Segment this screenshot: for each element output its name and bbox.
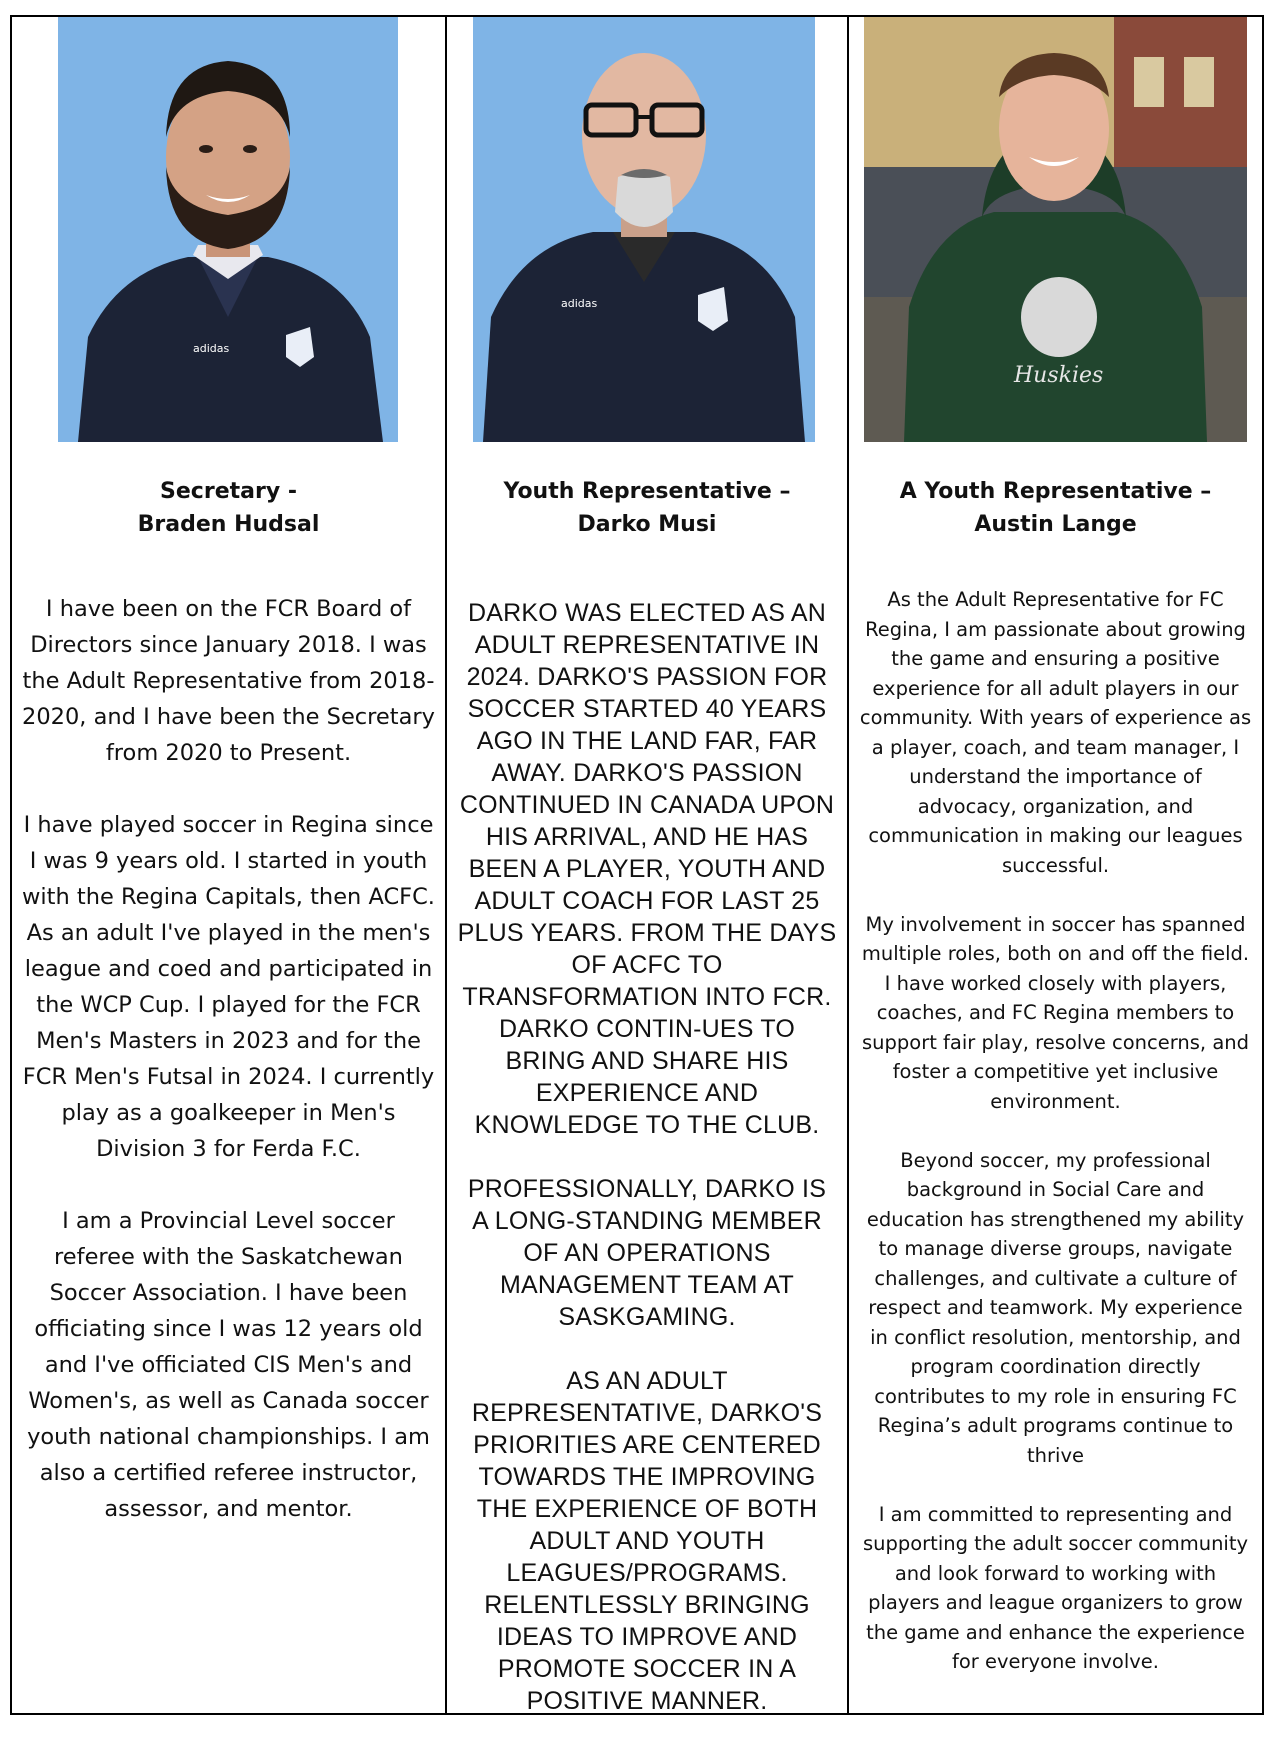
member-name: Darko Musi <box>577 512 717 537</box>
member-title: Youth Representative – <box>503 479 791 504</box>
svg-text:adidas: adidas <box>561 297 598 310</box>
member-title: Secretary - <box>160 479 297 504</box>
bio-paragraph: PROFESSIONALLY, DARKO IS A LONG-STANDING MEMBER OF AN OPERATIONS MANAGEMENT TEAM AT SASKGAMING. <box>467 1175 827 1331</box>
person-portrait-icon <box>473 17 815 442</box>
member-name: Austin Lange <box>974 512 1137 537</box>
svg-text:Huskies: Huskies <box>1014 363 1104 388</box>
bio-paragraph: AS AN ADULT REPRESENTATIVE, DARKO'S PRIORITIES ARE CENTERED TOWARDS THE IMPROVING THE EXPERIENCE OF BOTH ADULT AND YOUTH LEAGUES/PROGRAMS. RELENTLESSLY BRINGING IDEAS TO IMPROVE AND PROMOTE SOCCER IN A POSITIVE MANNER. <box>471 1367 823 1715</box>
member-column-braden <box>12 17 447 1713</box>
bio-paragraph: I am committed to representing and supporting the adult soccer community and look forward to working with players and league organizers to grow the game and enhance the experience for everyone involve. <box>862 1502 1249 1673</box>
board-members-table <box>10 15 1264 1715</box>
bio-paragraph: My involvement in soccer has spanned multiple roles, both on and off the field. I have worked closely with players, coaches, and FC Regina members to support fair play, resolve concerns, and foster a competitive yet inclusive environment. <box>861 912 1250 1113</box>
member-name: Braden Hudsal <box>137 512 320 537</box>
bio-paragraph: As the Adult Representative for FC Regina, I am passionate about growing the game and ensuring a positive experience for all adult players in our community. With years of experience as a player, coach, and team manager, I understand the importance of advocacy, organization, and communication in making our leagues successful. <box>859 588 1252 877</box>
member-title: A Youth Representative – <box>899 479 1212 504</box>
austin-photo <box>864 17 1247 442</box>
darko-photo <box>473 17 815 442</box>
member-heading <box>447 475 847 541</box>
member-heading <box>849 475 1262 541</box>
member-heading <box>12 475 445 541</box>
person-portrait-icon <box>58 17 398 442</box>
person-portrait-icon <box>864 17 1247 442</box>
braden-photo <box>58 17 398 442</box>
member-column-austin <box>849 17 1262 1713</box>
member-bio <box>12 591 445 1563</box>
bio-paragraph: I have been on the FCR Board of Directors since January 2018. I was the Adult Representative from 2018-2020, and I have been the Secretary from 2020 to Present. <box>22 596 435 766</box>
bio-paragraph: I have played soccer in Regina since I was 9 years old. I started in youth with the Regina Capitals, then ACFC. As an adult I've played in the men's league and coed and participated in the WCP Cup. I played for the FCR Men's Masters in 2023 and for the FCR Men's Futsal in 2024. I currently play as a goalkeeper in Men's Division 3 for Ferda F.C. <box>22 812 435 1162</box>
svg-text:adidas: adidas <box>193 342 230 355</box>
bio-paragraph: Beyond soccer, my professional background in Social Care and education has strengthened my ability to manage diverse groups, navigate challenges, and cultivate a culture of respect and teamwork. My experience in conflict resolution, mentorship, and program coordination directly contributes to my role in ensuring FC Regina’s adult programs continue to thrive <box>866 1148 1245 1467</box>
member-column-darko <box>447 17 849 1713</box>
member-bio <box>849 585 1262 1706</box>
member-bio <box>447 597 847 1749</box>
bio-paragraph: I am a Provincial Level soccer referee with the Saskatchewan Soccer Association. I have been officiating since I was 12 years old and I've officiated CIS Men's and Women's, as well as Canada soccer youth national championships. I am also a certified referee instructor, assessor, and mentor. <box>27 1208 430 1522</box>
bio-paragraph: DARKO WAS ELECTED AS AN ADULT REPRESENTATIVE IN 2024. DARKO'S PASSION FOR SOCCER STARTED 40 YEARS AGO IN THE LAND FAR, FAR AWAY. DARKO'S PASSION CONTINUED IN CANADA UPON HIS ARRIVAL, AND HE HAS BEEN A PLAYER, YOUTH AND ADULT COACH FOR LAST 25 PLUS YEARS. FROM THE DAYS OF ACFC TO TRANSFORMATION INTO FCR. DARKO CONTIN-UES TO BRING AND SHARE HIS EXPERIENCE AND KNOWLEDGE TO THE CLUB. <box>457 599 837 1139</box>
